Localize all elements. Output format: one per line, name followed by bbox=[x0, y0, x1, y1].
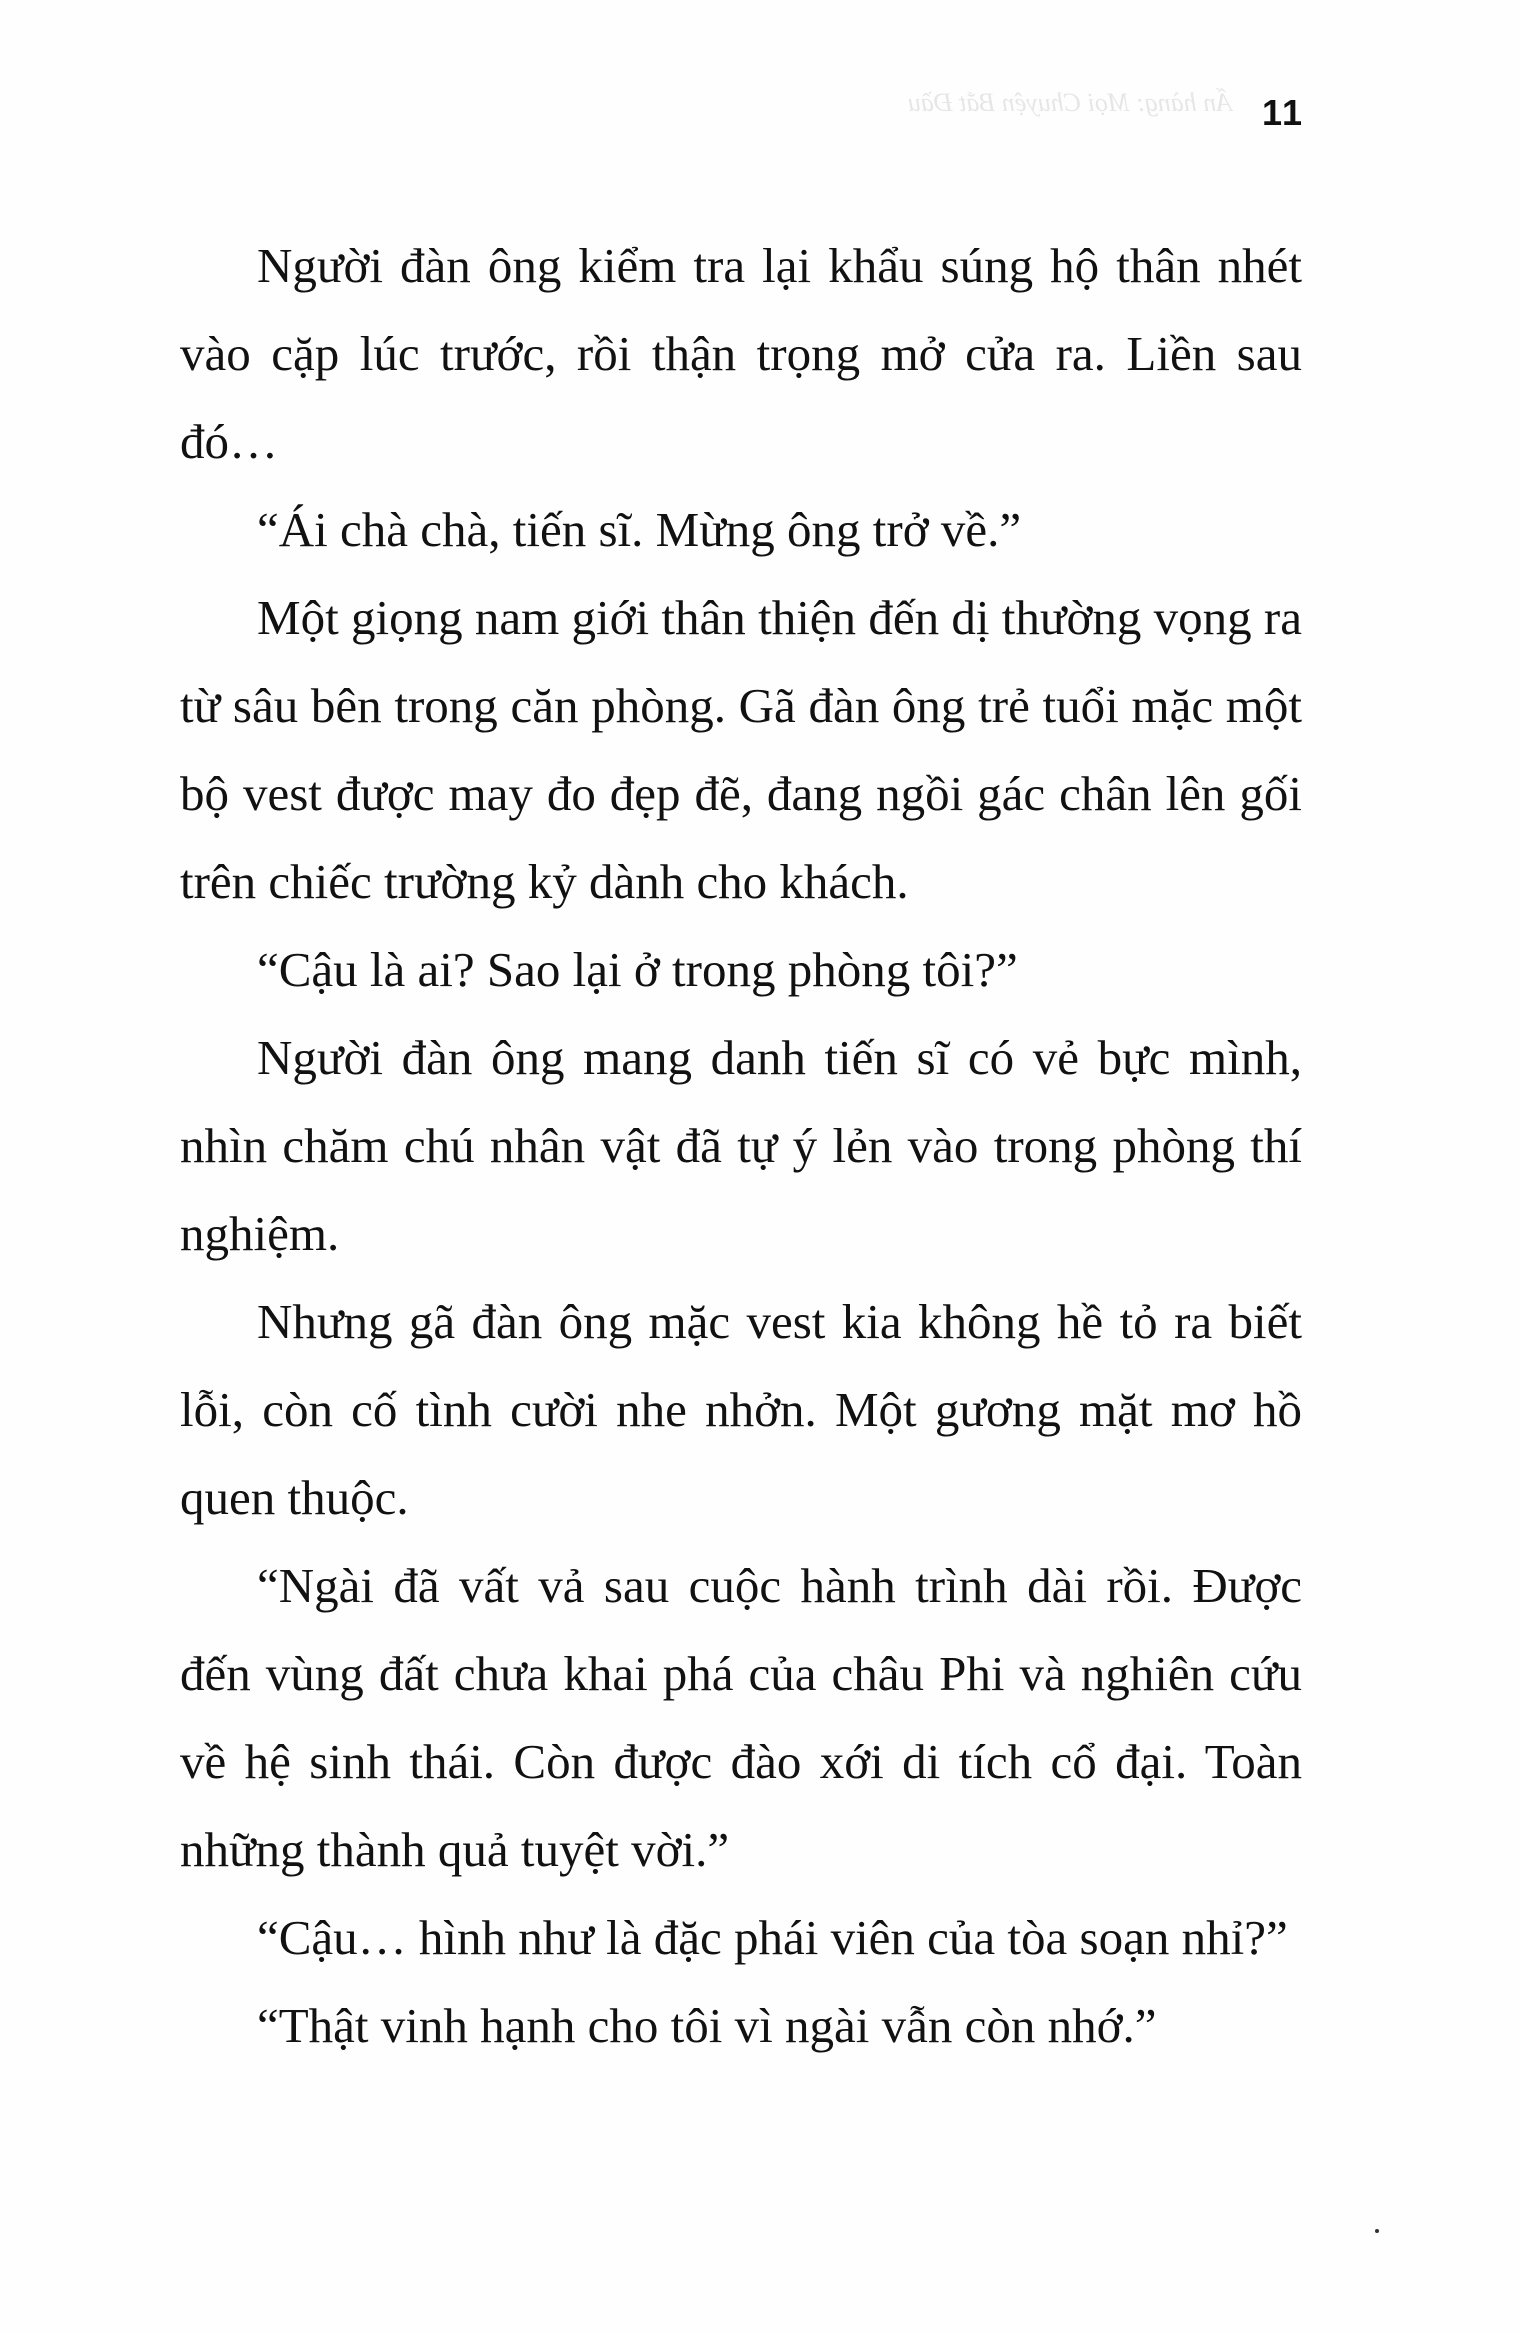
paragraph: Nhưng gã đàn ông mặc vest kia không hề tỏ ra biết lỗi, còn cố tình cười nhe nhởn. Một gương mặt mơ hồ quen thuộc. bbox=[180, 1294, 1302, 1525]
paragraph: Người đàn ông kiểm tra lại khẩu súng hộ thân nhét vào cặp lúc trước, rồi thận trọng mở cửa ra. Liền sau đó… bbox=[180, 238, 1302, 469]
paragraph: “Cậu là ai? Sao lại ở trong phòng tôi?” bbox=[257, 942, 1018, 997]
page-number: 11 bbox=[1262, 92, 1305, 133]
paragraph: “Ngài đã vất vả sau cuộc hành trình dài rồi. Được đến vùng đất chưa khai phá của châu Phi và nghiên cứu về hệ sinh thái. Còn được đào xới di tích cổ đại. Toàn những thành quả tuyệt vời.” bbox=[180, 1558, 1302, 1877]
paragraph: Người đàn ông mang danh tiến sĩ có vẻ bực mình, nhìn chăm chú nhân vật đã tự ý lẻn vào trong phòng thí nghiệm. bbox=[180, 1030, 1302, 1261]
paragraph: “Thật vinh hạnh cho tôi vì ngài vẫn còn nhớ.” bbox=[257, 1998, 1157, 2053]
body-text bbox=[180, 222, 1302, 2070]
paragraph: “Cậu… hình như là đặc phái viên của tòa soạn nhỉ?” bbox=[257, 1910, 1288, 1965]
paragraph: Một giọng nam giới thân thiện đến dị thường vọng ra từ sâu bên trong căn phòng. Gã đàn ông trẻ tuổi mặc một bộ vest được may đo đẹp đẽ, đang ngồi gác chân lên gối trên chiếc trường kỷ dành cho khách. bbox=[180, 590, 1302, 909]
paragraph: “Ái chà chà, tiến sĩ. Mừng ông trở về.” bbox=[257, 502, 1022, 557]
running-header-bleedthrough: Ấn hàng: Mọi Chuyện Bắt Đầu bbox=[907, 88, 1233, 117]
paper-speck bbox=[1375, 2229, 1379, 2233]
